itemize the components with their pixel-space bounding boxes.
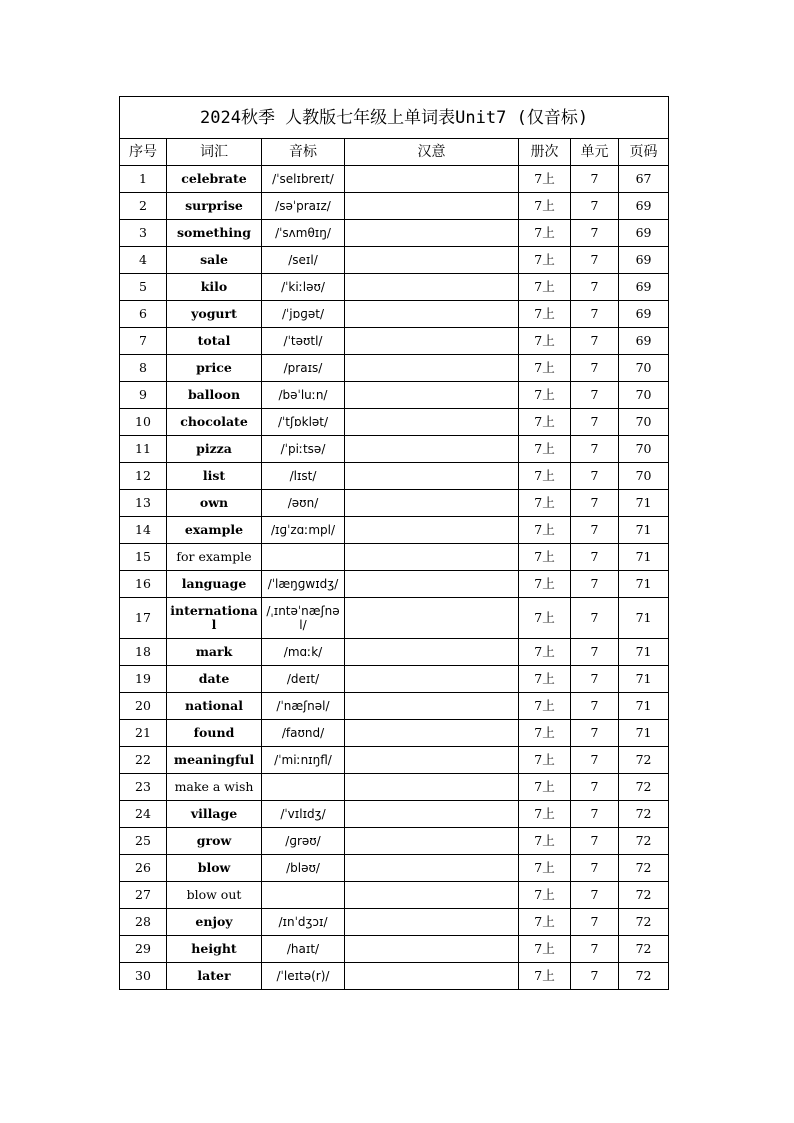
table-row bbox=[120, 301, 669, 328]
cell-number: 16 bbox=[120, 571, 167, 598]
cell-unit: 7 bbox=[571, 774, 619, 801]
cell-page: 69 bbox=[619, 274, 669, 301]
table-row bbox=[120, 274, 669, 301]
cell-page: 72 bbox=[619, 747, 669, 774]
cell-word: height bbox=[167, 936, 262, 963]
cell-unit: 7 bbox=[571, 882, 619, 909]
cell-page: 71 bbox=[619, 693, 669, 720]
cell-word: grow bbox=[167, 828, 262, 855]
cell-meaning bbox=[345, 720, 519, 747]
cell-unit: 7 bbox=[571, 301, 619, 328]
cell-meaning bbox=[345, 220, 519, 247]
header-row bbox=[120, 139, 669, 166]
cell-word: something bbox=[167, 220, 262, 247]
table-row bbox=[120, 747, 669, 774]
table-row bbox=[120, 720, 669, 747]
table-row bbox=[120, 855, 669, 882]
cell-phonetic: /bəˈluːn/ bbox=[262, 382, 345, 409]
cell-book: 7上 bbox=[519, 639, 571, 666]
cell-book: 7上 bbox=[519, 355, 571, 382]
cell-phonetic: /haɪt/ bbox=[262, 936, 345, 963]
cell-unit: 7 bbox=[571, 963, 619, 990]
cell-phonetic bbox=[262, 544, 345, 571]
cell-phonetic bbox=[262, 774, 345, 801]
cell-phonetic: /praɪs/ bbox=[262, 355, 345, 382]
cell-book: 7上 bbox=[519, 855, 571, 882]
cell-number: 6 bbox=[120, 301, 167, 328]
cell-page: 71 bbox=[619, 490, 669, 517]
cell-number: 21 bbox=[120, 720, 167, 747]
cell-number: 18 bbox=[120, 639, 167, 666]
table-row bbox=[120, 409, 669, 436]
cell-unit: 7 bbox=[571, 828, 619, 855]
cell-number: 3 bbox=[120, 220, 167, 247]
cell-book: 7上 bbox=[519, 247, 571, 274]
cell-unit: 7 bbox=[571, 490, 619, 517]
cell-phonetic: /ˈpiːtsə/ bbox=[262, 436, 345, 463]
cell-number: 8 bbox=[120, 355, 167, 382]
header-page: 页码 bbox=[619, 139, 669, 166]
cell-book: 7上 bbox=[519, 571, 571, 598]
cell-unit: 7 bbox=[571, 747, 619, 774]
cell-unit: 7 bbox=[571, 409, 619, 436]
table-row bbox=[120, 544, 669, 571]
cell-phonetic: /deɪt/ bbox=[262, 666, 345, 693]
cell-book: 7上 bbox=[519, 382, 571, 409]
cell-page: 70 bbox=[619, 409, 669, 436]
table-row bbox=[120, 571, 669, 598]
table-row bbox=[120, 247, 669, 274]
cell-word: price bbox=[167, 355, 262, 382]
header-phonetic: 音标 bbox=[262, 139, 345, 166]
cell-word: date bbox=[167, 666, 262, 693]
cell-word: make a wish bbox=[167, 774, 262, 801]
cell-meaning bbox=[345, 936, 519, 963]
cell-word: own bbox=[167, 490, 262, 517]
cell-word: international bbox=[167, 598, 262, 639]
cell-phonetic: /ˈselɪbreɪt/ bbox=[262, 166, 345, 193]
cell-word: language bbox=[167, 571, 262, 598]
cell-book: 7上 bbox=[519, 693, 571, 720]
cell-meaning bbox=[345, 328, 519, 355]
cell-number: 20 bbox=[120, 693, 167, 720]
cell-book: 7上 bbox=[519, 517, 571, 544]
table-row bbox=[120, 963, 669, 990]
cell-number: 14 bbox=[120, 517, 167, 544]
cell-meaning bbox=[345, 828, 519, 855]
cell-meaning bbox=[345, 193, 519, 220]
cell-meaning bbox=[345, 166, 519, 193]
cell-page: 71 bbox=[619, 544, 669, 571]
cell-book: 7上 bbox=[519, 463, 571, 490]
cell-number: 28 bbox=[120, 909, 167, 936]
cell-book: 7上 bbox=[519, 301, 571, 328]
cell-word: list bbox=[167, 463, 262, 490]
cell-book: 7上 bbox=[519, 436, 571, 463]
cell-unit: 7 bbox=[571, 274, 619, 301]
cell-page: 72 bbox=[619, 774, 669, 801]
cell-word: surprise bbox=[167, 193, 262, 220]
cell-book: 7上 bbox=[519, 909, 571, 936]
cell-unit: 7 bbox=[571, 193, 619, 220]
cell-unit: 7 bbox=[571, 166, 619, 193]
cell-phonetic: /ˈvɪlɪdʒ/ bbox=[262, 801, 345, 828]
cell-meaning bbox=[345, 571, 519, 598]
cell-word: chocolate bbox=[167, 409, 262, 436]
header-meaning: 汉意 bbox=[345, 139, 519, 166]
header-word: 词汇 bbox=[167, 139, 262, 166]
table-row bbox=[120, 801, 669, 828]
cell-meaning bbox=[345, 801, 519, 828]
cell-unit: 7 bbox=[571, 544, 619, 571]
table-row bbox=[120, 909, 669, 936]
cell-unit: 7 bbox=[571, 517, 619, 544]
cell-unit: 7 bbox=[571, 598, 619, 639]
header-number: 序号 bbox=[120, 139, 167, 166]
cell-word: pizza bbox=[167, 436, 262, 463]
cell-word: blow bbox=[167, 855, 262, 882]
cell-page: 69 bbox=[619, 301, 669, 328]
cell-meaning bbox=[345, 463, 519, 490]
cell-number: 17 bbox=[120, 598, 167, 639]
cell-meaning bbox=[345, 409, 519, 436]
cell-meaning bbox=[345, 382, 519, 409]
cell-phonetic: /seɪl/ bbox=[262, 247, 345, 274]
cell-number: 27 bbox=[120, 882, 167, 909]
cell-page: 71 bbox=[619, 720, 669, 747]
cell-book: 7上 bbox=[519, 220, 571, 247]
cell-meaning bbox=[345, 247, 519, 274]
cell-meaning bbox=[345, 909, 519, 936]
cell-unit: 7 bbox=[571, 355, 619, 382]
cell-book: 7上 bbox=[519, 193, 571, 220]
cell-phonetic: /ˈleɪtə(r)/ bbox=[262, 963, 345, 990]
cell-number: 1 bbox=[120, 166, 167, 193]
cell-unit: 7 bbox=[571, 220, 619, 247]
cell-word: yogurt bbox=[167, 301, 262, 328]
cell-word: example bbox=[167, 517, 262, 544]
cell-unit: 7 bbox=[571, 720, 619, 747]
cell-phonetic: /ˈmiːnɪŋfl/ bbox=[262, 747, 345, 774]
cell-word: village bbox=[167, 801, 262, 828]
cell-page: 69 bbox=[619, 193, 669, 220]
cell-meaning bbox=[345, 274, 519, 301]
cell-book: 7上 bbox=[519, 490, 571, 517]
cell-number: 5 bbox=[120, 274, 167, 301]
cell-book: 7上 bbox=[519, 882, 571, 909]
cell-book: 7上 bbox=[519, 166, 571, 193]
cell-book: 7上 bbox=[519, 666, 571, 693]
cell-phonetic: /ˈjɒɡət/ bbox=[262, 301, 345, 328]
table-row bbox=[120, 882, 669, 909]
cell-page: 72 bbox=[619, 801, 669, 828]
cell-book: 7上 bbox=[519, 544, 571, 571]
table-row bbox=[120, 666, 669, 693]
cell-meaning bbox=[345, 693, 519, 720]
cell-meaning bbox=[345, 963, 519, 990]
cell-phonetic: /ɡrəʊ/ bbox=[262, 828, 345, 855]
cell-number: 30 bbox=[120, 963, 167, 990]
cell-book: 7上 bbox=[519, 774, 571, 801]
cell-number: 15 bbox=[120, 544, 167, 571]
cell-number: 4 bbox=[120, 247, 167, 274]
cell-word: mark bbox=[167, 639, 262, 666]
cell-page: 71 bbox=[619, 666, 669, 693]
cell-unit: 7 bbox=[571, 693, 619, 720]
cell-unit: 7 bbox=[571, 801, 619, 828]
cell-number: 12 bbox=[120, 463, 167, 490]
table-row bbox=[120, 517, 669, 544]
cell-number: 13 bbox=[120, 490, 167, 517]
cell-page: 70 bbox=[619, 382, 669, 409]
cell-word: meaningful bbox=[167, 747, 262, 774]
cell-phonetic: /mɑːk/ bbox=[262, 639, 345, 666]
cell-phonetic: /ɪnˈdʒɔɪ/ bbox=[262, 909, 345, 936]
cell-word: sale bbox=[167, 247, 262, 274]
cell-phonetic: /ˈnæʃnəl/ bbox=[262, 693, 345, 720]
table-row bbox=[120, 828, 669, 855]
table-row bbox=[120, 693, 669, 720]
cell-phonetic: /lɪst/ bbox=[262, 463, 345, 490]
cell-book: 7上 bbox=[519, 936, 571, 963]
table-row bbox=[120, 382, 669, 409]
vocabulary-table bbox=[119, 96, 669, 990]
cell-meaning bbox=[345, 490, 519, 517]
cell-unit: 7 bbox=[571, 382, 619, 409]
cell-number: 23 bbox=[120, 774, 167, 801]
cell-word: enjoy bbox=[167, 909, 262, 936]
cell-meaning bbox=[345, 355, 519, 382]
cell-book: 7上 bbox=[519, 801, 571, 828]
cell-page: 72 bbox=[619, 936, 669, 963]
cell-word: kilo bbox=[167, 274, 262, 301]
cell-unit: 7 bbox=[571, 936, 619, 963]
cell-number: 10 bbox=[120, 409, 167, 436]
cell-unit: 7 bbox=[571, 436, 619, 463]
cell-book: 7上 bbox=[519, 598, 571, 639]
cell-book: 7上 bbox=[519, 409, 571, 436]
cell-unit: 7 bbox=[571, 463, 619, 490]
cell-unit: 7 bbox=[571, 855, 619, 882]
cell-phonetic: /səˈpraɪz/ bbox=[262, 193, 345, 220]
table-row bbox=[120, 774, 669, 801]
table-row bbox=[120, 436, 669, 463]
cell-page: 69 bbox=[619, 328, 669, 355]
cell-phonetic: /ˈtʃɒklət/ bbox=[262, 409, 345, 436]
cell-word: found bbox=[167, 720, 262, 747]
cell-page: 72 bbox=[619, 882, 669, 909]
cell-word: celebrate bbox=[167, 166, 262, 193]
cell-meaning bbox=[345, 436, 519, 463]
cell-meaning bbox=[345, 747, 519, 774]
table-row bbox=[120, 355, 669, 382]
cell-phonetic: /bləʊ/ bbox=[262, 855, 345, 882]
cell-word: for example bbox=[167, 544, 262, 571]
table-row bbox=[120, 328, 669, 355]
cell-word: balloon bbox=[167, 382, 262, 409]
table-row bbox=[120, 598, 669, 639]
cell-unit: 7 bbox=[571, 571, 619, 598]
table-row bbox=[120, 193, 669, 220]
cell-page: 71 bbox=[619, 598, 669, 639]
cell-number: 26 bbox=[120, 855, 167, 882]
cell-unit: 7 bbox=[571, 639, 619, 666]
cell-meaning bbox=[345, 666, 519, 693]
cell-phonetic: /ˈtəʊtl/ bbox=[262, 328, 345, 355]
cell-book: 7上 bbox=[519, 328, 571, 355]
cell-unit: 7 bbox=[571, 247, 619, 274]
cell-page: 72 bbox=[619, 855, 669, 882]
cell-unit: 7 bbox=[571, 909, 619, 936]
header-book: 册次 bbox=[519, 139, 571, 166]
cell-meaning bbox=[345, 882, 519, 909]
cell-phonetic bbox=[262, 882, 345, 909]
cell-book: 7上 bbox=[519, 963, 571, 990]
cell-page: 67 bbox=[619, 166, 669, 193]
cell-page: 72 bbox=[619, 828, 669, 855]
cell-number: 2 bbox=[120, 193, 167, 220]
cell-phonetic: /ˈlæŋɡwɪdʒ/ bbox=[262, 571, 345, 598]
cell-word: blow out bbox=[167, 882, 262, 909]
cell-phonetic: /ˈsʌmθɪŋ/ bbox=[262, 220, 345, 247]
cell-page: 71 bbox=[619, 639, 669, 666]
cell-number: 25 bbox=[120, 828, 167, 855]
cell-page: 71 bbox=[619, 571, 669, 598]
cell-word: later bbox=[167, 963, 262, 990]
cell-number: 7 bbox=[120, 328, 167, 355]
cell-number: 24 bbox=[120, 801, 167, 828]
cell-book: 7上 bbox=[519, 828, 571, 855]
cell-number: 11 bbox=[120, 436, 167, 463]
cell-phonetic: /ɪɡˈzɑːmpl/ bbox=[262, 517, 345, 544]
header-unit: 单元 bbox=[571, 139, 619, 166]
cell-number: 19 bbox=[120, 666, 167, 693]
cell-unit: 7 bbox=[571, 666, 619, 693]
cell-phonetic: /faʊnd/ bbox=[262, 720, 345, 747]
cell-meaning bbox=[345, 517, 519, 544]
table-row bbox=[120, 166, 669, 193]
table-row bbox=[120, 490, 669, 517]
cell-phonetic: /ˈkiːləʊ/ bbox=[262, 274, 345, 301]
cell-word: national bbox=[167, 693, 262, 720]
cell-unit: 7 bbox=[571, 328, 619, 355]
cell-page: 70 bbox=[619, 436, 669, 463]
cell-phonetic: /əʊn/ bbox=[262, 490, 345, 517]
cell-book: 7上 bbox=[519, 274, 571, 301]
table-title: 2024秋季 人教版七年级上单词表Unit7 (仅音标) bbox=[120, 97, 669, 139]
cell-page: 72 bbox=[619, 963, 669, 990]
cell-page: 70 bbox=[619, 463, 669, 490]
cell-meaning bbox=[345, 544, 519, 571]
cell-meaning bbox=[345, 639, 519, 666]
cell-page: 69 bbox=[619, 220, 669, 247]
table-row bbox=[120, 220, 669, 247]
cell-book: 7上 bbox=[519, 720, 571, 747]
table-row bbox=[120, 936, 669, 963]
cell-meaning bbox=[345, 301, 519, 328]
cell-phonetic: /ˌɪntəˈnæʃnəl/ bbox=[262, 598, 345, 639]
cell-number: 22 bbox=[120, 747, 167, 774]
table-row bbox=[120, 639, 669, 666]
cell-page: 71 bbox=[619, 517, 669, 544]
cell-number: 9 bbox=[120, 382, 167, 409]
cell-page: 72 bbox=[619, 909, 669, 936]
cell-page: 69 bbox=[619, 247, 669, 274]
cell-word: total bbox=[167, 328, 262, 355]
cell-book: 7上 bbox=[519, 747, 571, 774]
cell-meaning bbox=[345, 855, 519, 882]
cell-meaning bbox=[345, 774, 519, 801]
cell-page: 70 bbox=[619, 355, 669, 382]
cell-number: 29 bbox=[120, 936, 167, 963]
table-row bbox=[120, 463, 669, 490]
cell-meaning bbox=[345, 598, 519, 639]
